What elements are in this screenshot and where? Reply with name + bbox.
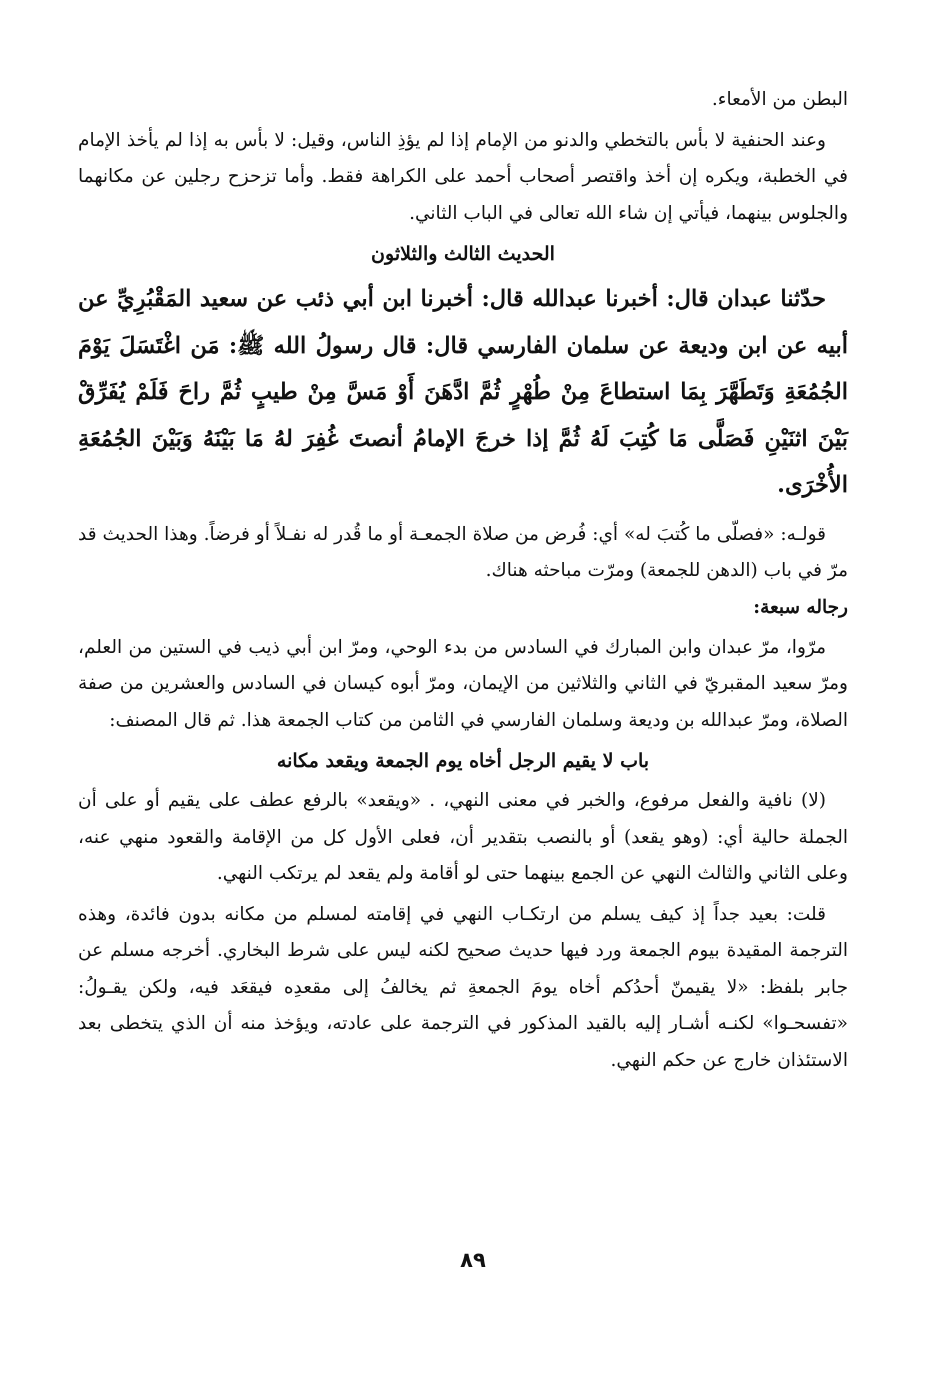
paragraph-author-note: قلت: بعيد جداً إذ كيف يسلم من ارتكـاب النهي في إقامته لمسلم من مكانه بدون فائدة، وهذه الترجمة المقيدة بيوم الجمعة ورد فيها حديث صحيح لكنه ليس على شرط البخاري. أخرجه مسلم عن جابر بلفظ: «لا يقيمنّ أحدُكم أخاه يومَ الجمعةِ ثم يخالفُ إلى مقعدِه فيقعَد فيه، ولكن يقـولُ: «تفسحـوا» لكنـه أشـار إليه بالقيد المذكور في الترجمة على عادته، ويؤخذ منه أن الذي يتخطى بعد الاستئذان خارج عن حكم النهي.: [78, 903, 849, 1071]
hadith-text: حدّثنا عبدان قال: أخبرنا عبدالله قال: أخبرنا ابن أبي ذئب عن سعيد المَقْبُرِيِّ عن أبيه عن ابن وديعة عن سلمان الفارسي قال: قال رسولُ الله ﷺ: مَن اغْتَسَلَ يَوْمَ الجُمُعَةِ وَتَطَهَّرَ بِمَا استطاعَ مِنْ طُهْرٍ ثُمَّ ادَّهَنَ أَوْ مَسَّ مِنْ طيبٍ ثُمَّ راحَ فَلَمْ يُفَرِّقْ بَيْنَ اثنَيْنِ فَصَلَّى مَا كُتِبَ لَهُ ثُمَّ إذا خرجَ الإمامُ أنصتَ غُفِرَ لهُ مَا بَيْنَهُ وَبَيْنَ الجُمُعَةِ الأُخْرَى.: [78, 286, 848, 498]
section-heading-chapter: باب لا يقيم الرجل أخاه يوم الجمعة ويقعد مكانه: [276, 750, 650, 772]
section-heading-hadith-33: الحديث الثالث والثلاثون: [371, 243, 555, 265]
page-number: ٨٩: [460, 1248, 486, 1272]
paragraph-narrators: مرّوا، مرّ عبدان وابن المبارك في السادس من بدء الوحي، ومرّ ابن أبي ذيب في الستين من العلم، ومرّ سعيد المقبريّ في الثاني والثلاثين من الإيمان، ومرّ أبوه كيسان في السادس والعشرين من صفة الصلاة، ومرّ عبدالله بن وديعة وسلمان الفارسي في الثامن من كتاب الجمعة هذا. ثم قال المصنف:: [78, 636, 848, 731]
paragraph-commentary: قولـه: «فصلّى ما كُتبَ له» أي: فُرض من صلاة الجمعـة أو ما قُدر له نفـلاً أو فرضاً. وهذا الحديث قد مرّ في باب (الدهن للجمعة) ومرّت مباحثه هناك.: [78, 523, 848, 581]
paragraph-grammar: (لا) نافية والفعل مرفوع، والخبر في معنى النهي، . «ويقعد» بالرفع عطف على يقيم أو على أن الجملة حالية أي: (وهو يقعد) أو بالنصب بتقدير أن، فعلى الأول كل من الإقامة والقعود منهي عنه، وعلى الثاني والثالث النهي عن الجمع بينهما حتى لو أقامة ولم يقعد لم يرتكب النهي.: [78, 790, 848, 884]
paragraph-continuation: البطن من الأمعاء.: [711, 89, 848, 110]
narrators-label: رجاله سبعة:: [753, 596, 848, 618]
paragraph-hanafi-opinion: وعند الحنفية لا بأس بالتخطي والدنو من الإمام إذا لم يؤذِ الناس، وقيل: لا بأس به إذا لم يأخذ الإمام في الخطبة، ويكره إن أخذ واقتصر أصحاب أحمد على الكراهة فقط. وأما تزحزح رجلين عن مكانهما والجلوس بينهما، فيأتي إن شاء الله تعالى في الباب الثاني.: [78, 129, 848, 224]
page-body: [78, 82, 848, 1079]
